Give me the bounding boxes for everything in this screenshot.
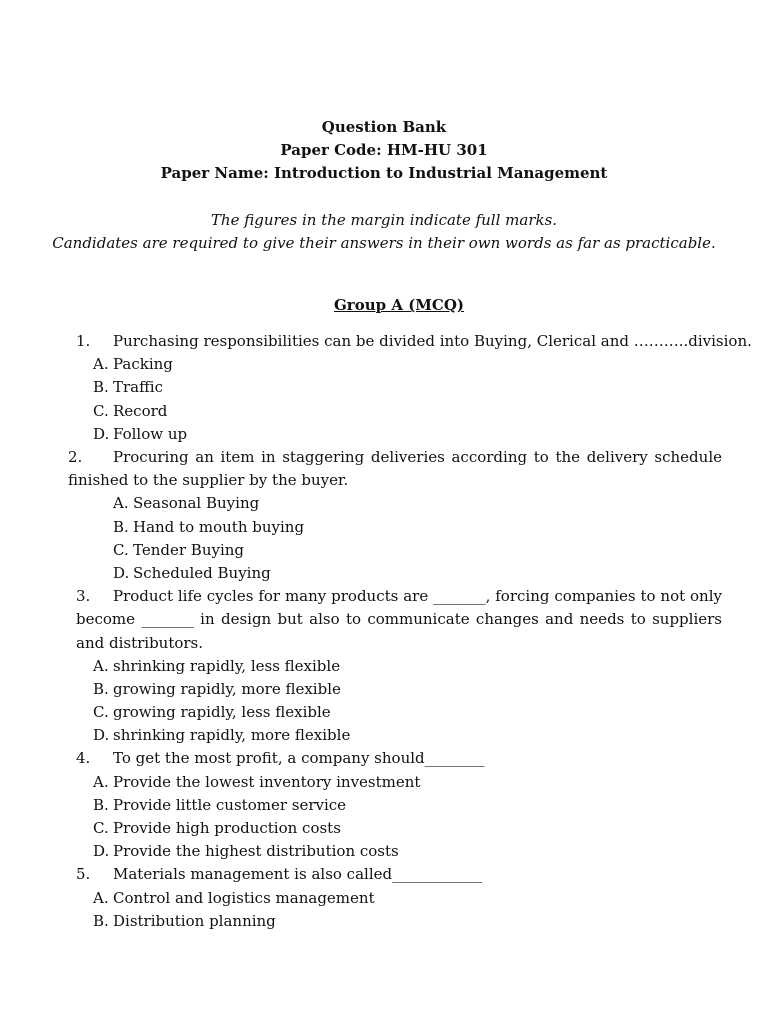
question-number: 3. <box>76 587 91 606</box>
question-text: Product life cycles for many products are _______, forcing companies to not only become _______ in design but also to communicate changes and needs to suppliers and distributors. <box>76 587 722 652</box>
option-letter: A. <box>113 494 129 513</box>
option-item <box>0 701 768 724</box>
option-text: Packing <box>113 355 173 374</box>
option-item <box>0 423 768 446</box>
question-list <box>0 330 768 933</box>
paper-name: Paper Name: Introduction to Industrial Management <box>160 164 608 182</box>
option-item <box>0 516 768 539</box>
option-text: growing rapidly, more flexible <box>113 679 341 698</box>
question-3 <box>76 585 722 655</box>
option-letter: C. <box>93 703 109 722</box>
option-item <box>0 400 768 423</box>
option-item <box>0 562 768 585</box>
option-text: Tender Buying <box>133 540 245 559</box>
option-item <box>0 678 768 701</box>
option-item <box>0 492 768 515</box>
question-5 <box>0 863 768 886</box>
option-text: Provide the highest distribution costs <box>113 842 399 861</box>
instruction-line: The figures in the margin indicate full marks. <box>210 211 558 229</box>
option-letter: B. <box>93 911 109 930</box>
option-text: Distribution planning <box>113 911 276 930</box>
option-item <box>0 817 768 840</box>
option-text: Provide little customer service <box>113 795 347 814</box>
option-text: Hand to mouth buying <box>133 517 305 536</box>
instruction-line: Candidates are required to give their answers in their own words as far as practicable. <box>52 234 716 252</box>
question-text: Procuring an item in staggering deliveries according to the delivery schedule finished to the supplier by the buyer. <box>68 447 722 490</box>
option-letter: D. <box>93 424 110 443</box>
option-item <box>0 887 768 910</box>
option-letter: A. <box>93 656 109 675</box>
option-item <box>0 539 768 562</box>
option-letter: D. <box>93 726 110 745</box>
option-letter: A. <box>93 355 109 374</box>
group-title: Group A (MCQ) <box>334 296 464 314</box>
document-header <box>0 116 768 185</box>
instructions <box>0 209 768 255</box>
question-number: 5. <box>76 865 91 884</box>
option-text: Control and logistics management <box>113 888 375 907</box>
question-1 <box>0 330 768 353</box>
option-letter: D. <box>93 842 110 861</box>
option-item <box>0 655 768 678</box>
question-number: 1. <box>76 332 91 350</box>
option-letter: A. <box>93 888 109 907</box>
question-text: Purchasing responsibilities can be divided into Buying, Clerical and ………..division. <box>113 332 752 350</box>
option-text: Traffic <box>113 378 163 397</box>
question-number: 4. <box>76 749 91 768</box>
option-text: shrinking rapidly, less flexible <box>113 656 341 675</box>
option-item <box>0 353 768 376</box>
question-number: 2. <box>68 447 83 466</box>
paper-code: Paper Code: HM-HU 301 <box>280 141 488 159</box>
option-letter: B. <box>93 679 109 698</box>
option-letter: A. <box>93 772 109 791</box>
option-text: Provide high production costs <box>113 819 341 838</box>
option-item <box>0 376 768 399</box>
document-title: Question Bank <box>321 118 447 136</box>
option-text: growing rapidly, less flexible <box>113 703 331 722</box>
option-text: Scheduled Buying <box>133 563 271 582</box>
option-item <box>0 794 768 817</box>
question-text: Materials management is also called____________ <box>113 865 483 884</box>
option-text: shrinking rapidly, more flexible <box>113 726 351 745</box>
option-letter: B. <box>113 517 129 536</box>
option-letter: B. <box>93 378 109 397</box>
option-letter: D. <box>113 563 130 582</box>
option-item <box>0 724 768 747</box>
option-letter: B. <box>93 795 109 814</box>
question-2 <box>68 446 722 492</box>
question-4 <box>0 747 768 770</box>
option-text: Follow up <box>113 424 188 443</box>
option-letter: C. <box>93 819 109 838</box>
option-text: Provide the lowest inventory investment <box>113 772 421 791</box>
option-letter: C. <box>93 401 109 420</box>
option-item <box>0 771 768 794</box>
option-item <box>0 910 768 933</box>
question-text: To get the most profit, a company should________ <box>113 749 485 768</box>
option-text: Record <box>113 401 168 420</box>
option-text: Seasonal Buying <box>133 494 260 513</box>
option-item <box>0 840 768 863</box>
option-letter: C. <box>113 540 129 559</box>
